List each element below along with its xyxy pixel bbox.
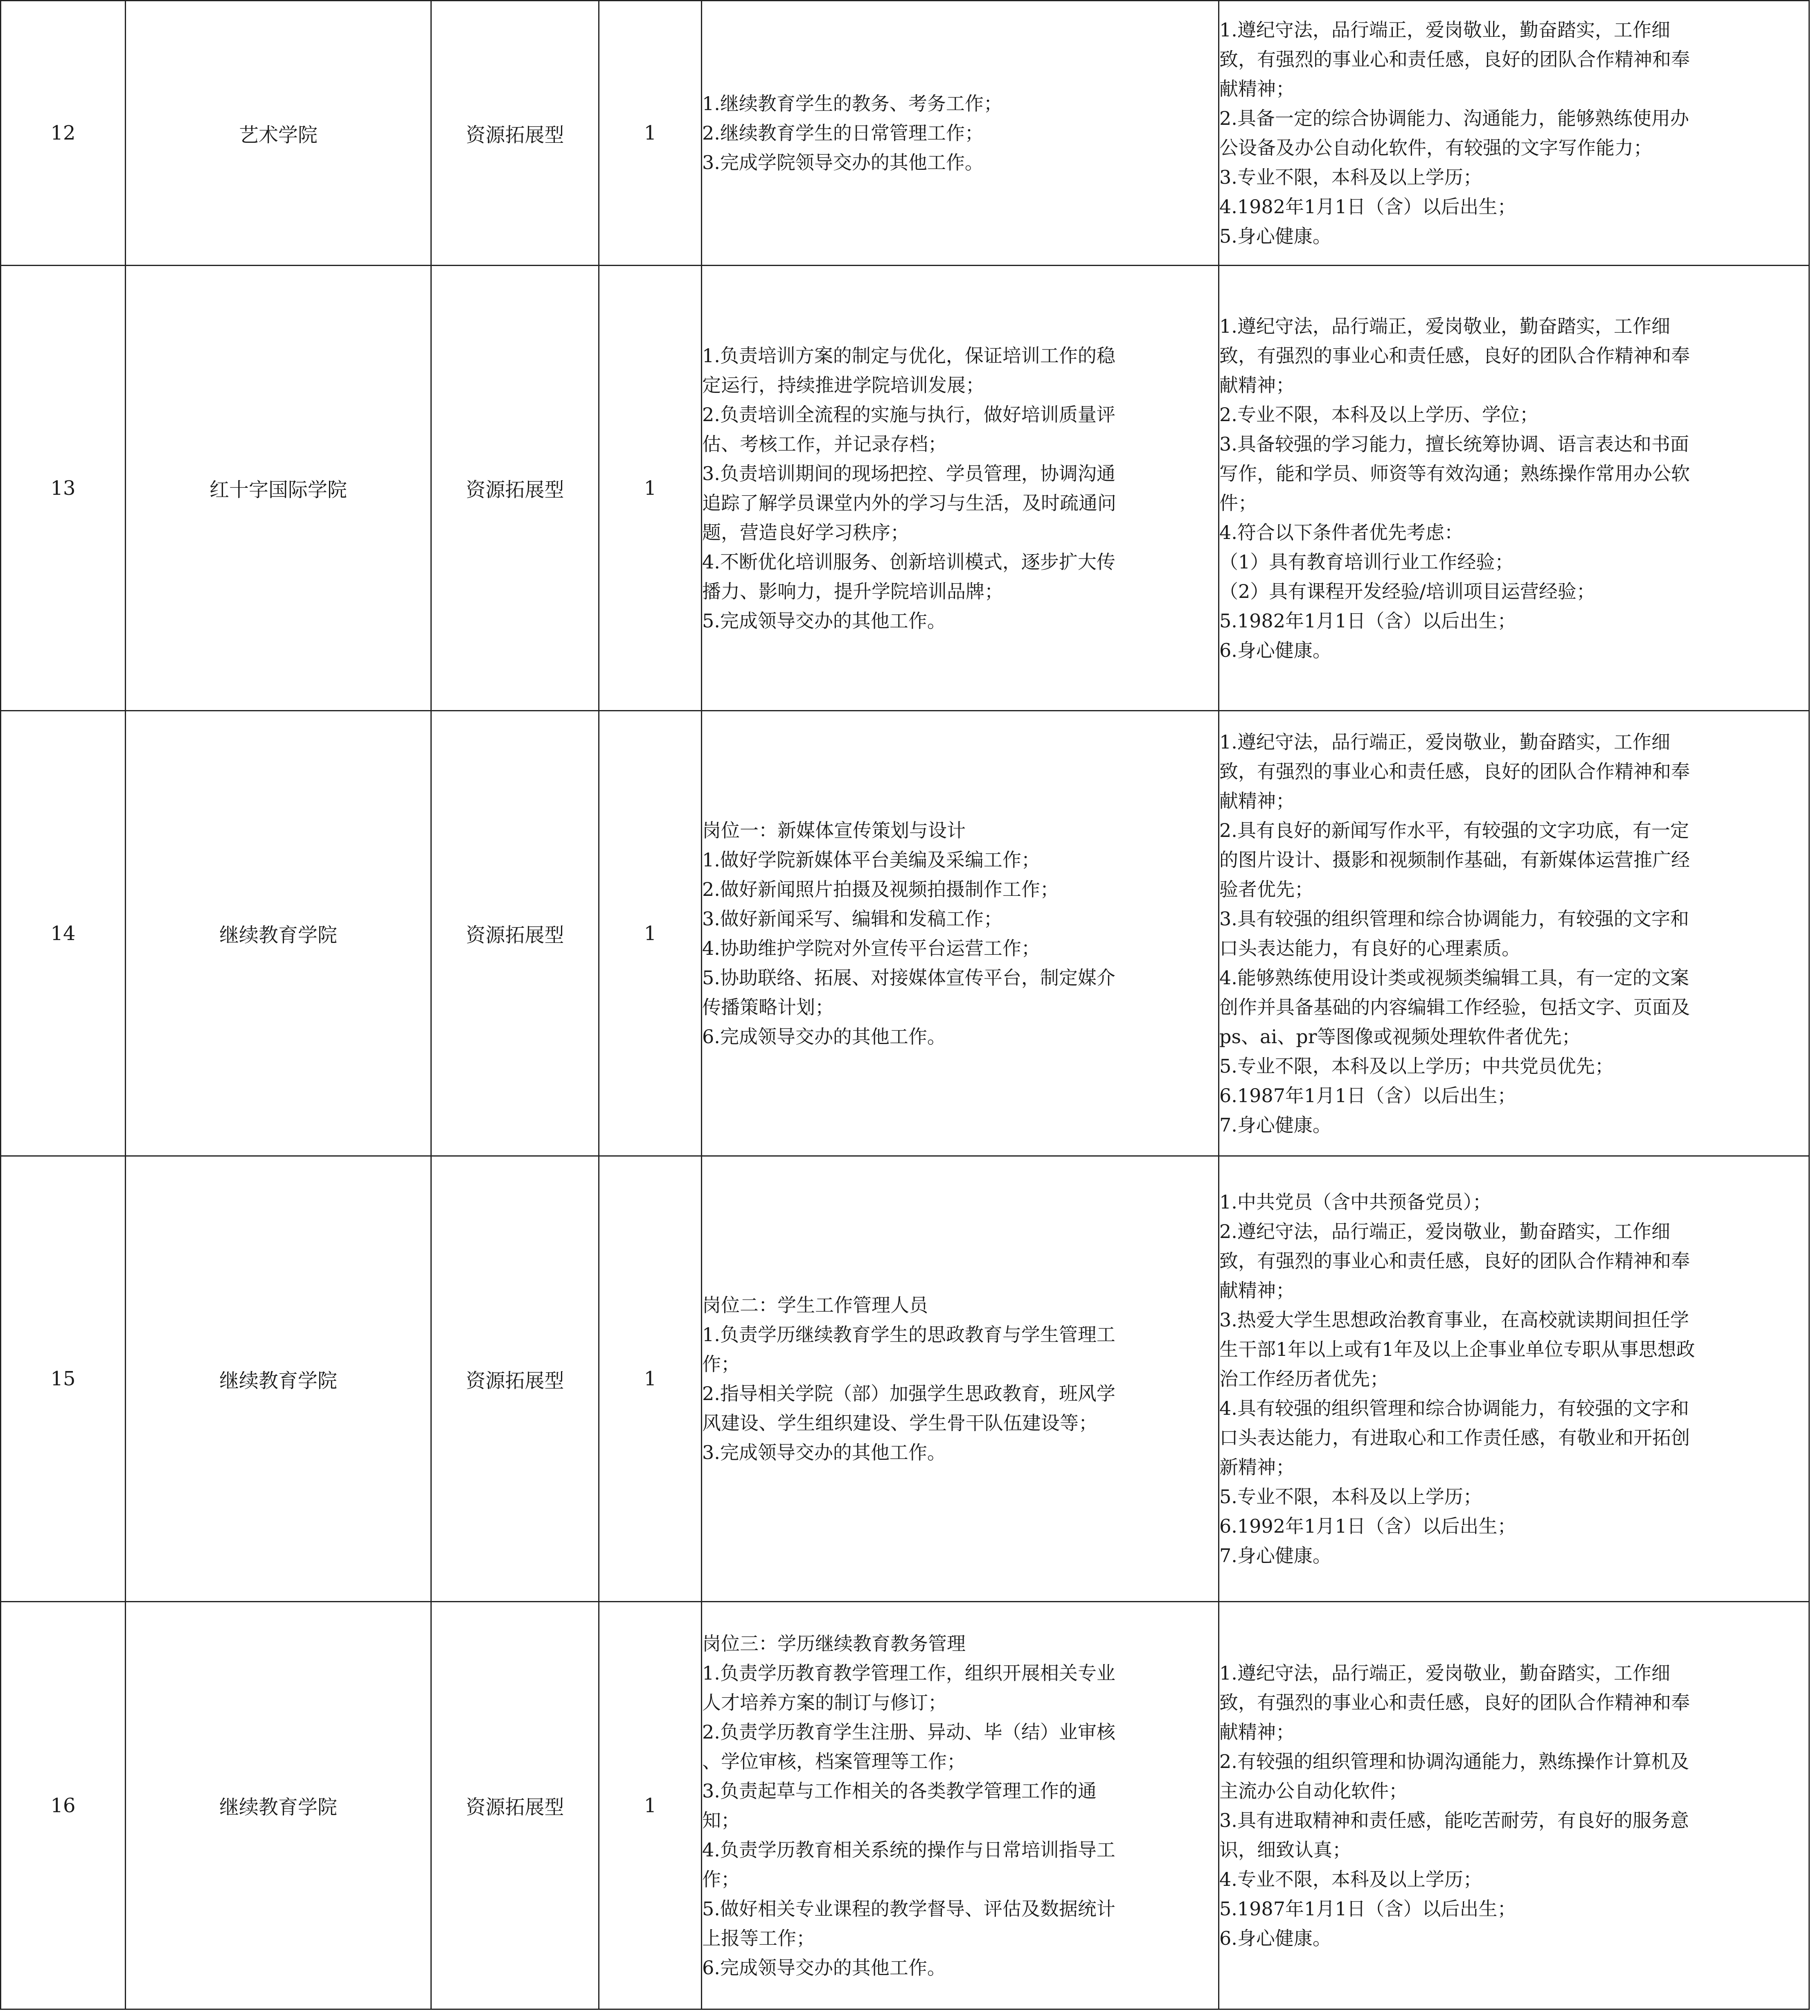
cell-position-type: 资源拓展型	[431, 1, 599, 266]
requirement-line: 7.身心健康。	[1219, 1114, 1331, 1136]
duty-line: 估、考核工作，并记录存档；	[702, 433, 947, 455]
duty-line: 作；	[702, 1868, 740, 1890]
duty-line: 3.完成领导交办的其他工作。	[702, 1441, 946, 1464]
requirement-line: 4.1982年1月1日（含）以后出生；	[1219, 196, 1516, 218]
requirement-line: 2.具备一定的综合协调能力、沟通能力，能够熟练使用办	[1219, 107, 1689, 129]
duty-line: 5.协助联络、拓展、对接媒体宣传平台，制定媒介	[702, 966, 1115, 989]
duty-line: 2.负责培训全流程的实施与执行，做好培训质量评	[702, 403, 1115, 426]
cell-requirements	[1219, 1156, 1809, 1602]
requirement-line: 献精神；	[1219, 789, 1295, 812]
cell-headcount: 1	[599, 1156, 702, 1602]
duty-line: 2.做好新闻照片拍摄及视频拍摄制作工作；	[702, 878, 1059, 900]
requirement-line: 3.具有较强的组织管理和综合协调能力，有较强的文字和	[1219, 907, 1689, 930]
requirement-line: 1.遵纪守法，品行端正，爱岗敬业，勤奋踏实，工作细	[1219, 315, 1670, 337]
duty-line: 4.负责学历教育相关系统的操作与日常培训指导工	[702, 1838, 1115, 1861]
cell-unit: 红十字国际学院	[126, 266, 431, 711]
duty-line: 4.协助维护学院对外宣传平台运营工作；	[702, 937, 1040, 959]
cell-headcount: 1	[599, 1602, 702, 2009]
requirement-line: 4.符合以下条件者优先考虑：	[1219, 521, 1463, 543]
requirement-line: 6.1987年1月1日（含）以后出生；	[1219, 1084, 1516, 1107]
table-row	[1, 266, 1809, 711]
requirement-line: 口头表达能力，有良好的心理素质。	[1219, 937, 1520, 959]
cell-position-type: 资源拓展型	[431, 1602, 599, 2009]
requirement-line: 6.1992年1月1日（含）以后出生；	[1219, 1515, 1516, 1537]
duty-line: 作；	[702, 1353, 740, 1375]
duty-line: 、学位审核，档案管理等工作；	[702, 1750, 966, 1772]
duty-line: 4.不断优化培训服务、创新培训模式，逐步扩大传	[702, 550, 1115, 573]
requirement-line: 2.遵纪守法，品行端正，爱岗敬业，勤奋踏实，工作细	[1219, 1220, 1670, 1243]
duty-line: 1.做好学院新媒体平台美编及采编工作；	[702, 848, 1040, 871]
duty-line: 1.负责培训方案的制定与优化，保证培训工作的稳	[702, 344, 1115, 367]
requirement-line: 1.遵纪守法，品行端正，爱岗敬业，勤奋踏实，工作细	[1219, 731, 1670, 753]
duty-line: 3.完成学院领导交办的其他工作。	[702, 151, 984, 174]
duty-line: 1.负责学历教育教学管理工作，组织开展相关专业	[702, 1662, 1115, 1684]
cell-duties	[702, 266, 1219, 711]
requirement-line: 公设备及办公自动化软件，有较强的文字写作能力；	[1219, 137, 1652, 159]
cell-number: 13	[1, 266, 126, 711]
duty-line: 人才培养方案的制订与修订；	[702, 1691, 947, 1714]
cell-duties	[702, 1, 1219, 266]
cell-position-type: 资源拓展型	[431, 266, 599, 711]
duty-line: 6.完成领导交办的其他工作。	[702, 1025, 946, 1048]
requirement-line: 件；	[1219, 492, 1257, 514]
cell-unit: 继续教育学院	[126, 711, 431, 1156]
cell-headcount: 1	[599, 266, 702, 711]
table-body	[1, 1, 1809, 2009]
cell-number: 15	[1, 1156, 126, 1602]
cell-requirements	[1219, 1, 1809, 266]
requirement-line: 主流办公自动化软件；	[1219, 1779, 1408, 1802]
cell-requirements	[1219, 266, 1809, 711]
duty-line: 岗位一：新媒体宣传策划与设计	[702, 819, 966, 841]
duty-line: 5.完成领导交办的其他工作。	[702, 609, 946, 632]
cell-requirements	[1219, 711, 1809, 1156]
cell-headcount: 1	[599, 711, 702, 1156]
requirement-line: 献精神；	[1219, 1279, 1295, 1301]
requirement-line: 口头表达能力，有进取心和工作责任感，有敬业和开拓创	[1219, 1427, 1690, 1449]
cell-number: 14	[1, 711, 126, 1156]
duty-line: 2.继续教育学生的日常管理工作；	[702, 122, 984, 144]
requirement-line: 2.具有良好的新闻写作水平，有较强的文字功底，有一定	[1219, 819, 1689, 841]
cell-unit: 艺术学院	[126, 1, 431, 266]
duty-line: 岗位三：学历继续教育教务管理	[702, 1632, 966, 1655]
requirement-line: 治工作经历者优先；	[1219, 1368, 1389, 1390]
cell-position-type: 资源拓展型	[431, 711, 599, 1156]
requirement-line: 3.热爱大学生思想政治教育事业，在高校就读期间担任学	[1219, 1309, 1689, 1331]
requirement-line: 6.身心健康。	[1219, 639, 1331, 661]
requirement-line: 1.遵纪守法，品行端正，爱岗敬业，勤奋踏实，工作细	[1219, 19, 1670, 41]
requirement-line: 致，有强烈的事业心和责任感，良好的团队合作精神和奉	[1219, 48, 1690, 70]
requirement-line: 2.专业不限，本科及以上学历、学位；	[1219, 403, 1538, 426]
requirement-line: 致，有强烈的事业心和责任感，良好的团队合作精神和奉	[1219, 344, 1690, 367]
table-row	[1, 711, 1809, 1156]
requirement-line: 致，有强烈的事业心和责任感，良好的团队合作精神和奉	[1219, 760, 1690, 782]
requirement-line: 5.1982年1月1日（含）以后出生；	[1219, 609, 1516, 632]
duty-line: 题，营造良好学习秩序；	[702, 521, 909, 543]
requirement-line: 致，有强烈的事业心和责任感，良好的团队合作精神和奉	[1219, 1691, 1690, 1714]
table-row	[1, 1, 1809, 266]
requirement-line: 的图片设计、摄影和视频制作基础，有新媒体运营推广经	[1219, 848, 1690, 871]
duty-line: 播力、影响力，提升学院培训品牌；	[702, 580, 1003, 602]
requirement-line: 3.具备较强的学习能力，擅长统筹协调、语言表达和书面	[1219, 433, 1689, 455]
requirement-line: 7.身心健康。	[1219, 1545, 1331, 1567]
requirement-line: 5.1987年1月1日（含）以后出生；	[1219, 1897, 1516, 1920]
requirement-line: 致，有强烈的事业心和责任感，良好的团队合作精神和奉	[1219, 1250, 1690, 1272]
cell-duties	[702, 1602, 1219, 2009]
requirement-line: 2.有较强的组织管理和协调沟通能力，熟练操作计算机及	[1219, 1750, 1689, 1772]
requirement-line: 识，细致认真；	[1219, 1838, 1351, 1861]
requirement-line: 4.具有较强的组织管理和综合协调能力，有较强的文字和	[1219, 1397, 1689, 1419]
duty-line: 1.负责学历继续教育学生的思政教育与学生管理工	[702, 1324, 1115, 1346]
duty-line: 风建设、学生组织建设、学生骨干队伍建设等；	[702, 1412, 1097, 1434]
table-row	[1, 1156, 1809, 1602]
duty-line: 3.负责起草与工作相关的各类教学管理工作的通	[702, 1779, 1097, 1802]
requirement-line: 生干部1年以上或有1年及以上企事业单位专职从事思想政	[1219, 1338, 1695, 1360]
requirement-line: （1）具有教育培训行业工作经验；	[1219, 550, 1514, 573]
requirement-line: 新精神；	[1219, 1456, 1295, 1478]
requirement-line: 1.中共党员（含中共预备党员）；	[1219, 1191, 1491, 1213]
duty-line: 追踪了解学员课堂内外的学习与生活，及时疏通问	[702, 492, 1116, 514]
requirement-line: （2）具有课程开发经验/培训项目运营经验；	[1219, 580, 1595, 602]
requirement-line: 5.专业不限，本科及以上学历；中共党员优先；	[1219, 1055, 1614, 1077]
table-row	[1, 1602, 1809, 2009]
cell-position-type: 资源拓展型	[431, 1156, 599, 1602]
requirement-line: 写作，能和学员、师资等有效沟通；熟练操作常用办公软	[1219, 462, 1690, 485]
requirement-line: 4.专业不限，本科及以上学历；	[1219, 1868, 1482, 1890]
duty-line: 定运行，持续推进学院培训发展；	[702, 374, 984, 396]
cell-number: 16	[1, 1602, 126, 2009]
requirement-line: 创作并具备基础的内容编辑工作经验，包括文字、页面及	[1219, 996, 1690, 1018]
cell-headcount: 1	[599, 1, 702, 266]
duty-line: 6.完成领导交办的其他工作。	[702, 1956, 946, 1979]
duty-line: 1.继续教育学生的教务、考务工作；	[702, 92, 1002, 115]
requirement-line: 5.专业不限，本科及以上学历；	[1219, 1486, 1482, 1508]
cell-duties	[702, 711, 1219, 1156]
cell-unit: 继续教育学院	[126, 1156, 431, 1602]
duty-line: 3.做好新闻采写、编辑和发稿工作；	[702, 907, 1002, 930]
requirement-line: 献精神；	[1219, 78, 1295, 100]
requirement-line: 1.遵纪守法，品行端正，爱岗敬业，勤奋踏实，工作细	[1219, 1662, 1670, 1684]
duty-line: 岗位二：学生工作管理人员	[702, 1294, 928, 1316]
duty-line: 知；	[702, 1809, 740, 1831]
duty-line: 传播策略计划；	[702, 996, 834, 1018]
requirement-line: ps、ai、pr等图像或视频处理软件者优先；	[1219, 1025, 1581, 1048]
requirement-line: 献精神；	[1219, 374, 1295, 396]
cell-duties	[702, 1156, 1219, 1602]
requirement-line: 3.专业不限，本科及以上学历；	[1219, 166, 1482, 188]
cell-requirements	[1219, 1602, 1809, 2009]
duty-line: 上报等工作；	[702, 1927, 815, 1949]
requirement-line: 献精神；	[1219, 1721, 1295, 1743]
requirement-line: 3.具有进取精神和责任感，能吃苦耐劳，有良好的服务意	[1219, 1809, 1689, 1831]
duty-line: 3.负责培训期间的现场把控、学员管理，协调沟通	[702, 462, 1115, 485]
cell-number: 12	[1, 1, 126, 266]
requirement-line: 5.身心健康。	[1219, 225, 1331, 247]
requirement-line: 验者优先；	[1219, 878, 1313, 900]
requirement-line: 4.能够熟练使用设计类或视频类编辑工具，有一定的文案	[1219, 966, 1689, 989]
duty-line: 2.负责学历教育学生注册、异动、毕（结）业审核	[702, 1721, 1115, 1743]
duty-line: 2.指导相关学院（部）加强学生思政教育，班风学	[702, 1382, 1115, 1405]
cell-unit: 继续教育学院	[126, 1602, 431, 2009]
requirement-line: 6.身心健康。	[1219, 1927, 1331, 1949]
duty-line: 5.做好相关专业课程的教学督导、评估及数据统计	[702, 1897, 1115, 1920]
